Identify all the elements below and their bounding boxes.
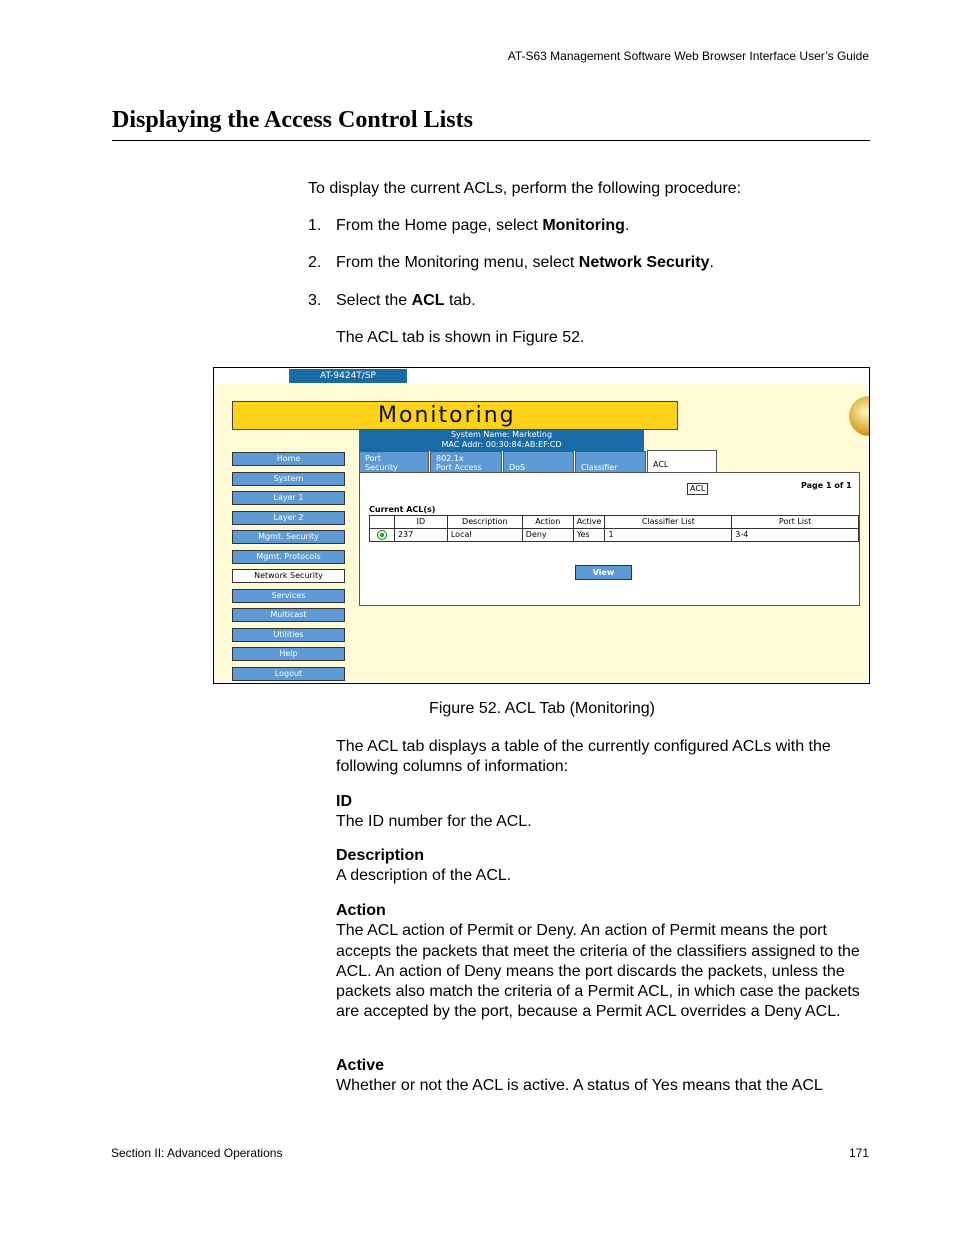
nav-services[interactable]: Services: [232, 589, 345, 603]
term-description: The ID number for the ACL.: [336, 813, 532, 831]
step-bold: Network Security: [578, 254, 710, 271]
system-info: [359, 430, 644, 451]
term-action: [336, 901, 870, 1023]
term-description: The ACL action of Permit or Deny. An action of Permit means the port accepts the packets that meet the criteria of the classifiers assigned to the ACL. An action of Deny means the port discards the packets, unless the packets also match the criteria of a Permit ACL, in which case the packets are accepted by the port, because a Permit ACL overrides a Deny ACL.: [336, 922, 860, 1021]
tab-port-security[interactable]: [359, 451, 429, 472]
tab-label-line2: Classifier: [581, 463, 618, 472]
column-header: Classifier List: [605, 516, 732, 529]
radio-selected-icon[interactable]: [377, 530, 387, 540]
tab-port-access[interactable]: [430, 451, 502, 472]
term-title: Active: [336, 1057, 385, 1074]
nav-layer2[interactable]: Layer 2: [232, 511, 345, 525]
view-button[interactable]: View: [575, 565, 632, 580]
step-text-end: tab.: [444, 292, 476, 309]
acl-active: Yes: [573, 529, 605, 542]
acl-table: [369, 515, 859, 542]
term-title: ID: [336, 793, 352, 810]
monitoring-banner: [232, 401, 678, 430]
page-number: 171: [848, 1146, 869, 1160]
term-description: A description of the ACL.: [336, 867, 512, 885]
term-title: Action: [336, 902, 386, 919]
step-number: 2.: [308, 254, 322, 271]
acl-tab-screenshot: [213, 367, 870, 684]
step-bold: ACL: [411, 292, 445, 309]
column-header: Action: [522, 516, 573, 529]
step-bold: Monitoring: [542, 217, 625, 234]
tab-dos[interactable]: [503, 451, 574, 472]
mac-address: MAC Addr: 00:30:84:AB:EF:CD: [441, 440, 562, 449]
tab-label-line2: ACL: [653, 460, 669, 469]
tab-label-line1: Port: [365, 454, 381, 463]
banner-title: Monitoring: [378, 403, 516, 428]
intro-text: To display the current ACLs, perform the following procedure:: [308, 180, 742, 197]
term-active: [336, 1056, 870, 1097]
globe-logo-icon: [849, 396, 870, 436]
acl-description: Local: [447, 529, 522, 542]
section-title: Displaying the Access Control Lists: [112, 107, 473, 133]
footer-section: Section II: Advanced Operations: [111, 1146, 283, 1160]
nav-mgmt-security[interactable]: Mgmt. Security: [232, 530, 345, 544]
nav-mgmt-protocols[interactable]: Mgmt. Protocols: [232, 550, 345, 564]
step-1: [308, 216, 870, 236]
tab-label-line1: 802.1x: [436, 454, 464, 463]
figure-reference: The ACL tab is shown in Figure 52.: [336, 329, 585, 346]
nav-layer1[interactable]: Layer 1: [232, 491, 345, 505]
select-column-header: [370, 516, 395, 529]
system-name: System Name: Marketing: [450, 430, 553, 439]
running-header: AT-S63 Management Software Web Browser Interface User’s Guide: [507, 49, 869, 63]
step-text: From the Monitoring menu, select: [336, 254, 579, 271]
tab-label-line1: [509, 454, 568, 463]
acl-action: Deny: [522, 529, 573, 542]
title-rule: [112, 140, 870, 141]
term-title: Description: [336, 847, 425, 864]
step-number: 1.: [308, 217, 322, 234]
column-header: Active: [573, 516, 605, 529]
term-description-block: [336, 846, 870, 887]
acl-link[interactable]: ACL: [687, 483, 708, 495]
nav-logout[interactable]: Logout: [232, 667, 345, 681]
figure-caption: Figure 52. ACL Tab (Monitoring): [429, 700, 655, 717]
step-number: 3.: [308, 292, 322, 309]
nav-multicast[interactable]: Multicast: [232, 608, 345, 622]
current-acls-label: Current ACL(s): [369, 505, 436, 514]
column-header: ID: [394, 516, 447, 529]
tab-classifier[interactable]: [575, 451, 646, 472]
column-header: Description: [447, 516, 522, 529]
term-description: Whether or not the ACL is active. A status of Yes means that the ACL: [336, 1077, 823, 1095]
select-cell: [370, 529, 395, 542]
tab-label-line2: Security: [365, 463, 398, 472]
tab-label-line2: DoS: [509, 463, 526, 472]
step-text-end: .: [624, 217, 630, 234]
step-text: Select the: [336, 292, 412, 309]
nav-network-security[interactable]: Network Security: [232, 569, 345, 583]
tab-label-line2: Port Access: [436, 463, 482, 472]
step-2: [308, 253, 870, 273]
acl-panel: [359, 472, 860, 606]
column-header: Port List: [732, 516, 859, 529]
nav-utilities[interactable]: Utilities: [232, 628, 345, 642]
nav-system[interactable]: System: [232, 472, 345, 486]
intro-paragraph: The ACL tab displays a table of the currently configured ACLs with the following columns of information:: [336, 738, 831, 776]
table-row: [370, 529, 859, 542]
step-text-end: .: [709, 254, 714, 271]
device-tab: AT-9424T/SP: [289, 369, 407, 383]
table-header-row: [370, 516, 859, 529]
page-indicator: Page 1 of 1: [801, 481, 852, 490]
monitoring-page: [215, 384, 867, 682]
nav-help[interactable]: Help: [232, 647, 345, 661]
tab-label-line1: [581, 454, 640, 463]
acl-port-list: 3-4: [732, 529, 859, 542]
term-id: [336, 792, 870, 833]
tab-acl[interactable]: [647, 450, 717, 473]
step-3: [308, 291, 870, 311]
step-text: From the Home page, select: [336, 217, 543, 234]
nav-home[interactable]: Home: [232, 452, 345, 466]
acl-classifier-list: 1: [605, 529, 732, 542]
acl-id: 237: [394, 529, 447, 542]
